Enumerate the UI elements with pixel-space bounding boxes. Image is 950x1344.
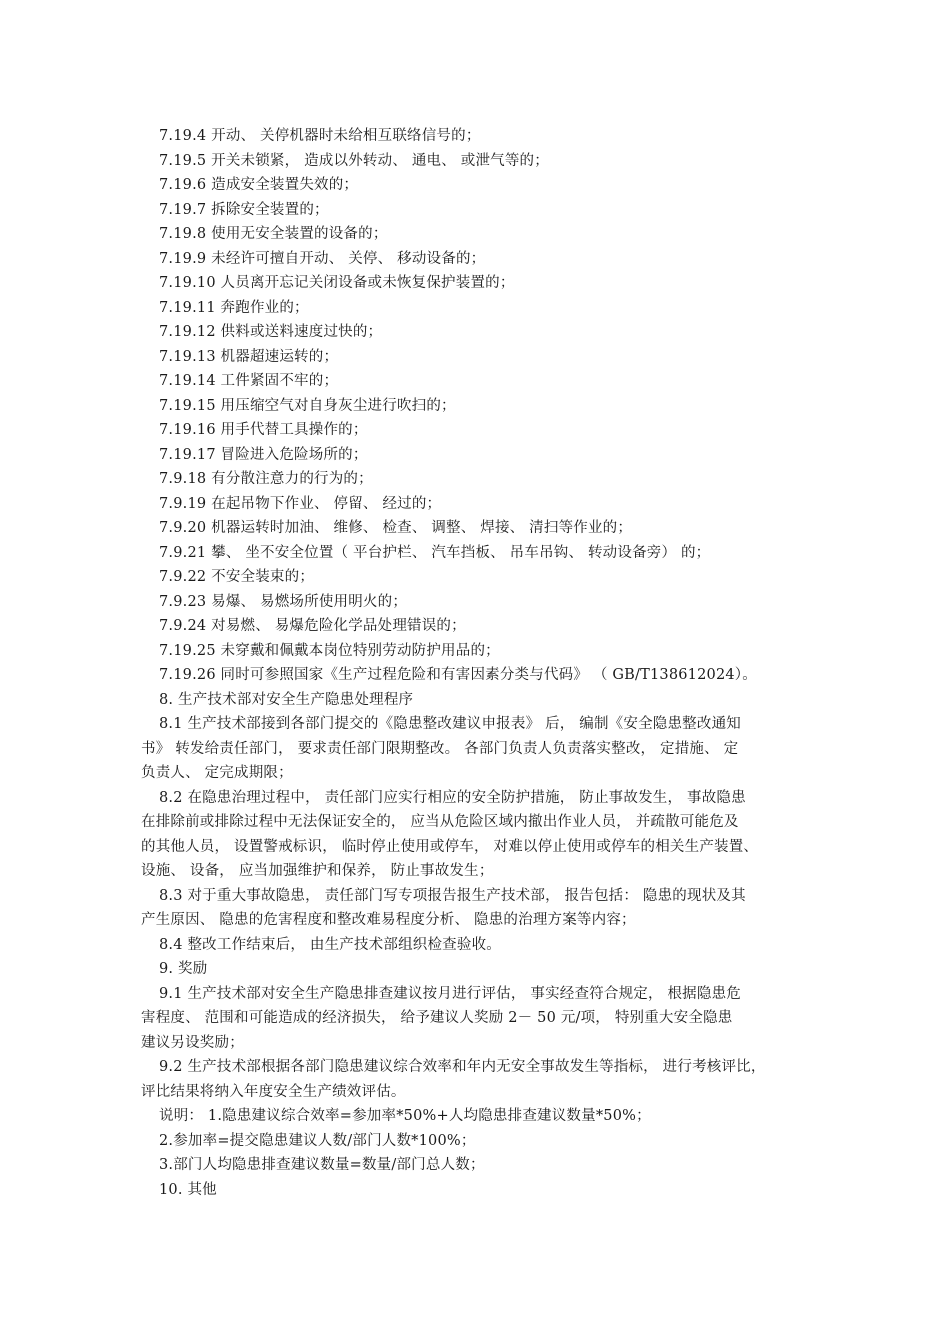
text-line: 7.19.16 用手代替工具操作的；: [159, 422, 368, 438]
text-line: 7.9.18 有分散注意力的行为的；: [159, 471, 373, 487]
text-line: 7.19.11 奔跑作业的；: [159, 299, 309, 316]
text-line: 7.9.22 不安全装束的；: [159, 569, 315, 585]
document-body: [141, 124, 821, 1202]
text-line: 7.19.17 冒险进入危险场所的；: [159, 446, 368, 463]
text-line: 7.19.25 未穿戴和佩戴本岗位特别劳动防护用品的；: [159, 642, 500, 659]
text-line: 10. 其他: [159, 1181, 217, 1198]
text-line: 说明： 1.隐患建议综合效率=参加率*50%+人均隐患排查建议数量*50%；: [159, 1108, 651, 1124]
text-line: 书》 转发给责任部门， 要求责任部门限期整改。 各部门负责人负责落实整改， 定措施、 定: [141, 740, 739, 757]
text-line: 8. 生产技术部对安全生产隐患处理程序: [159, 691, 414, 708]
text-line: 9. 奖励: [159, 961, 208, 977]
text-line: 产生原因、 隐患的危害程度和整改难易程度分析、 隐患的治理方案等内容；: [141, 912, 636, 928]
text-line: 评比结果将纳入年度安全生产绩效评估。: [141, 1083, 406, 1100]
text-line: 7.19.5 开关未锁紧， 造成以外转动、 通电、 或泄气等的；: [159, 152, 549, 169]
text-line: 害程度、 范围和可能造成的经济损失， 给予建议人奖励 2－ 50 元/项， 特别重大安全隐患: [141, 1010, 733, 1026]
text-line: 3.部门人均隐患排查建议数量=数量/部门总人数；: [159, 1157, 485, 1173]
text-line: 7.19.13 机器超速运转的；: [159, 348, 339, 365]
text-line: 设施、 设备， 应当加强维护和保养， 防止事故发生；: [141, 863, 494, 879]
text-line: 8.3 对于重大事故隐患， 责任部门写专项报告报生产技术部， 报告包括： 隐患的现状及其: [159, 887, 746, 904]
text-line: 7.19.14 工件紧固不牢的；: [159, 373, 339, 389]
text-line: 7.19.26 同时可参照国家《生产过程危险和有害因素分类与代码》 （ GB/T138612024）。: [159, 667, 757, 683]
text-line: 7.9.19 在起吊物下作业、 停留、 经过的；: [159, 495, 442, 512]
text-line: 7.19.10 人员离开忘记关闭设备或未恢复保护装置的；: [159, 275, 515, 291]
text-line: 9.1 生产技术部对安全生产隐患排查建议按月进行评估， 事实经查符合规定， 根据隐患危: [159, 985, 741, 1002]
text-line: 7.9.21 攀、 坐不安全位置（ 平台护栏、 汽车挡板、 吊车吊钩、 转动设备旁） 的；: [159, 544, 711, 561]
text-line: 7.19.15 用压缩空气对自身灰尘进行吹扫的；: [159, 397, 456, 414]
text-line: 建议另设奖励；: [141, 1034, 244, 1051]
text-line: 7.9.24 对易燃、 易爆危险化学品处理错误的；: [159, 618, 466, 634]
text-line: 在排除前或排除过程中无法保证安全的， 应当从危险区域内撤出作业人员， 并疏散可能危及: [141, 814, 739, 830]
text-line: 2.参加率=提交隐患建议人数/部门人数*100%；: [159, 1132, 476, 1149]
text-line: 9.2 生产技术部根据各部门隐患建议综合效率和年内无安全事故发生等指标， 进行考核评比，: [159, 1059, 766, 1075]
text-line: 7.19.4 开动、 关停机器时未给相互联络信号的；: [159, 128, 481, 144]
text-line: 7.19.12 供料或送料速度过快的；: [159, 324, 383, 340]
text-line: 7.19.9 未经许可擅自开动、 关停、 移动设备的；: [159, 250, 486, 267]
text-line: 7.19.7 拆除安全装置的；: [159, 201, 329, 218]
text-line: 7.9.20 机器运转时加油、 维修、 检查、 调整、 焊接、 清扫等作业的；: [159, 520, 633, 536]
text-line: 的其他人员， 设置警戒标识， 临时停止使用或停车， 对难以停止使用或停车的相关生产装置、: [141, 838, 759, 855]
text-line: 7.19.8 使用无安全装置的设备的；: [159, 226, 388, 242]
text-line: 7.19.6 造成安全装置失效的；: [159, 177, 359, 193]
text-line: 8.1 生产技术部接到各部门提交的《隐患整改建议申报表》 后， 编制《安全隐患整改通知: [159, 716, 741, 732]
text-line: 负责人、 定完成期限；: [141, 765, 293, 781]
text-line: 8.2 在隐患治理过程中， 责任部门应实行相应的安全防护措施， 防止事故发生， 事故隐患: [159, 789, 746, 806]
text-line: 7.9.23 易爆、 易燃场所使用明火的；: [159, 593, 408, 610]
text-line: 8.4 整改工作结束后， 由生产技术部组织检查验收。: [159, 936, 501, 953]
